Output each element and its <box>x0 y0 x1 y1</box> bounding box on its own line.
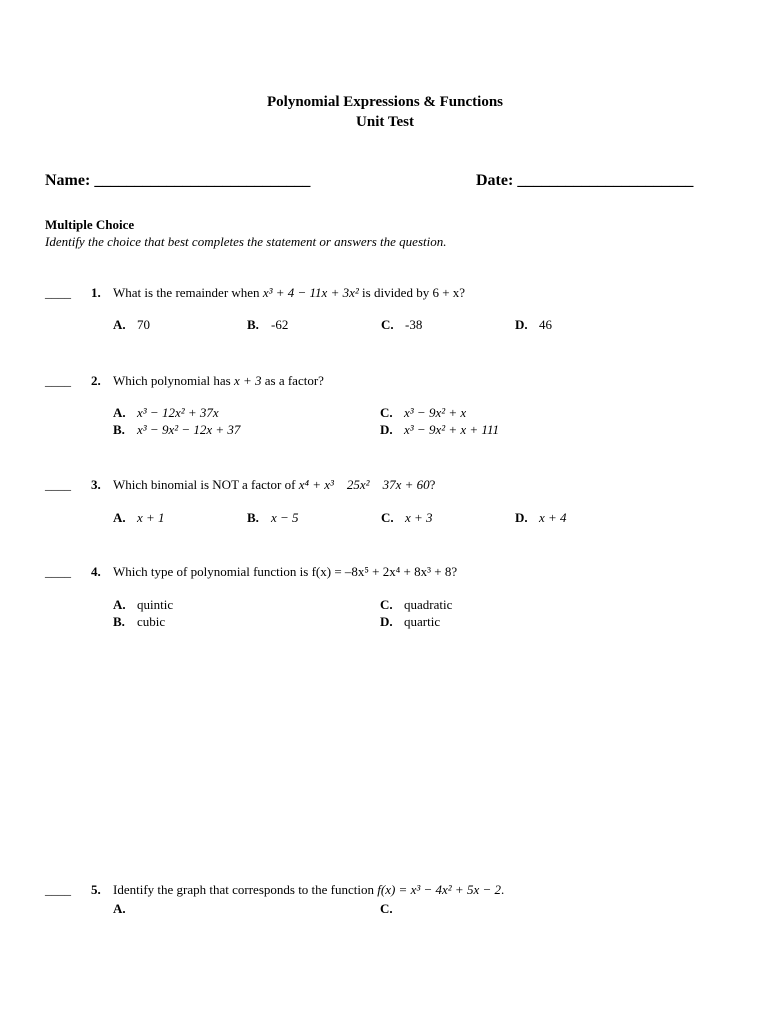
answer-blank[interactable]: ____ <box>45 373 71 388</box>
question-text-after: ? <box>429 477 436 492</box>
choice-letter: A. <box>113 317 126 332</box>
choice-text: x³ − 9x² − 12x + 37 <box>137 422 241 437</box>
choice-d[interactable] <box>515 317 552 333</box>
answer-blank[interactable]: ____ <box>45 285 71 300</box>
choice-text: -62 <box>271 317 289 332</box>
choice-c[interactable] <box>381 510 433 526</box>
choice-a[interactable] <box>113 901 137 917</box>
choice-letter: B. <box>247 510 259 525</box>
choice-letter: B. <box>113 614 125 629</box>
choice-letter: B. <box>247 317 259 332</box>
choice-a[interactable] <box>113 597 173 613</box>
answer-blank[interactable]: ____ <box>45 564 71 579</box>
choice-letter: D. <box>515 317 528 332</box>
choice-letter: C. <box>380 901 393 916</box>
question-text-after: is divided by 6 + x? <box>358 285 466 300</box>
choice-a[interactable] <box>113 317 150 333</box>
answer-blank[interactable]: ____ <box>45 882 71 897</box>
name-line: ___________________________ <box>94 172 311 189</box>
question-expression: f(x) = –8x⁵ + 2x⁴ + 8x³ + 8 <box>311 564 452 579</box>
choice-letter: D. <box>380 422 393 437</box>
choice-text: x³ − 9x² + x + 111 <box>404 422 499 437</box>
question-expression: x³ + 4 − 11x + 3x² <box>262 285 359 300</box>
choice-text: x + 3 <box>405 510 433 525</box>
choice-text: 46 <box>539 317 552 332</box>
date-field[interactable] <box>476 172 693 190</box>
choice-letter: A. <box>113 405 126 420</box>
choice-letter: A. <box>113 901 126 916</box>
choice-d[interactable] <box>380 614 440 630</box>
answer-blank[interactable]: ____ <box>45 477 71 492</box>
choice-text: -38 <box>405 317 423 332</box>
choice-letter: D. <box>515 510 528 525</box>
question-text <box>113 285 465 301</box>
question-text <box>113 564 457 580</box>
choice-letter: A. <box>113 510 126 525</box>
question-text-before: What is the remainder when <box>113 285 260 300</box>
choice-letter: C. <box>380 597 393 612</box>
question-text <box>113 477 435 493</box>
choice-letter: B. <box>113 422 125 437</box>
choice-b[interactable] <box>247 317 288 333</box>
choice-text: x + 4 <box>539 510 567 525</box>
choice-a[interactable] <box>113 405 219 421</box>
question-expression: x⁴ + x³ 25x² 37x + 60 <box>298 477 430 492</box>
choice-a[interactable] <box>113 510 165 526</box>
choice-text: quartic <box>404 614 441 629</box>
choice-c[interactable] <box>381 317 422 333</box>
choice-letter: C. <box>381 317 394 332</box>
choice-text: quadratic <box>404 597 453 612</box>
choice-c[interactable] <box>380 597 452 613</box>
choice-d[interactable] <box>380 422 499 438</box>
choice-b[interactable] <box>113 614 165 630</box>
choice-c[interactable] <box>380 405 466 421</box>
choice-text: x + 1 <box>137 510 165 525</box>
section-instructions: Identify the choice that best completes the statement or answers the question. <box>45 234 447 249</box>
question-text-before: Which type of polynomial function is <box>113 564 309 579</box>
question-number: 5. <box>91 882 101 897</box>
choice-letter: D. <box>380 614 393 629</box>
choice-text: quintic <box>137 597 174 612</box>
question-number: 1. <box>91 285 101 300</box>
question-text-after: as a factor? <box>261 373 324 388</box>
choice-c[interactable] <box>380 901 404 917</box>
question-text-before: Which binomial is NOT a factor of <box>113 477 296 492</box>
question-text <box>113 882 504 898</box>
test-subtitle: Unit Test <box>356 114 414 130</box>
choice-text: x − 5 <box>271 510 299 525</box>
section-heading: Multiple Choice <box>45 217 135 232</box>
choice-letter: C. <box>381 510 394 525</box>
choice-text: x³ − 9x² + x <box>404 405 467 420</box>
date-line: ______________________ <box>517 172 694 189</box>
choice-letter: A. <box>113 597 126 612</box>
question-expression: f(x) = x³ − 4x² + 5x − 2 <box>377 882 502 897</box>
name-field[interactable] <box>45 172 310 190</box>
choice-text: 70 <box>137 317 150 332</box>
choice-text: x³ − 12x² + 37x <box>137 405 219 420</box>
question-text-before: Which polynomial has <box>113 373 231 388</box>
date-label: Date: <box>476 172 514 189</box>
question-expression: x + 3 <box>233 373 262 388</box>
question-text-before: Identify the graph that corresponds to the function <box>113 882 375 897</box>
question-number: 3. <box>91 477 101 492</box>
choice-letter: C. <box>380 405 393 420</box>
question-number: 2. <box>91 373 101 388</box>
question-text-after: . <box>501 882 505 897</box>
question-text <box>113 373 324 389</box>
choice-b[interactable] <box>113 422 240 438</box>
choice-text: cubic <box>137 614 166 629</box>
name-label: Name: <box>45 172 91 189</box>
choice-b[interactable] <box>247 510 299 526</box>
question-text-after: ? <box>451 564 458 579</box>
test-title: Polynomial Expressions & Functions <box>266 94 503 110</box>
choice-d[interactable] <box>515 510 567 526</box>
question-number: 4. <box>91 564 101 579</box>
